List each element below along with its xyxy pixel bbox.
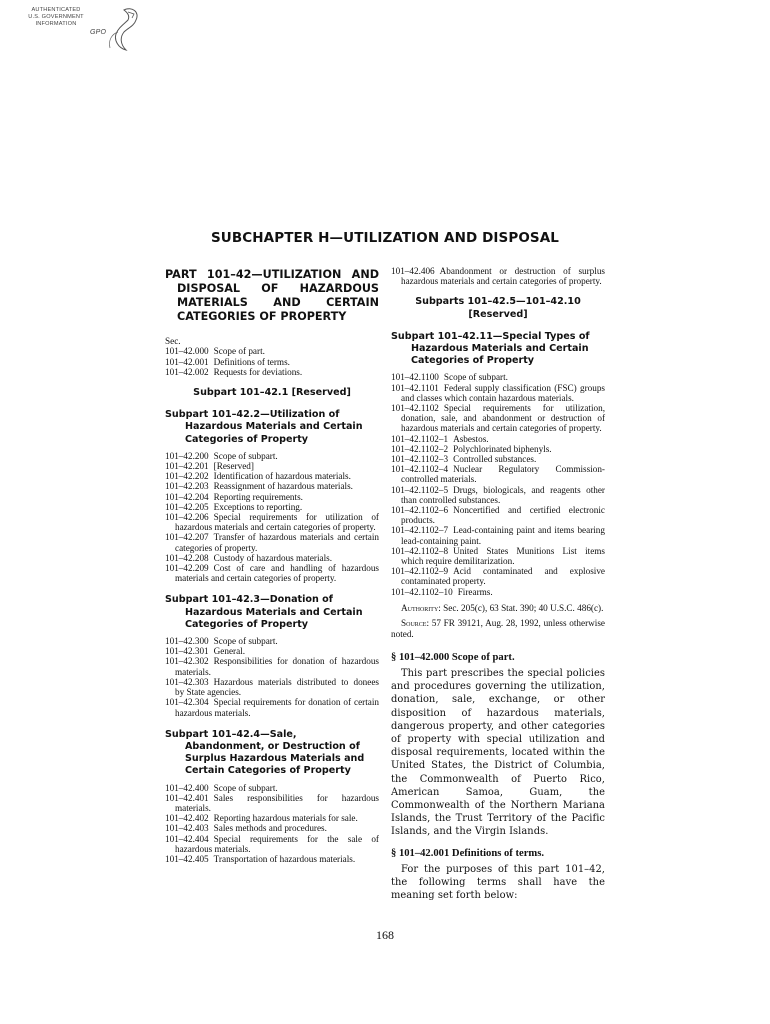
toc-entry-text: Scope of subpart. xyxy=(443,372,508,383)
toc-entry-number: 101–42.1102–2 xyxy=(391,443,449,454)
toc-entry-text: Cost of care and handling of hazardous materials and certain categories of property. xyxy=(175,563,379,584)
toc-entry xyxy=(391,546,605,566)
toc-entry-number: 101–42.1102–3 xyxy=(391,454,449,465)
toc-entry xyxy=(165,636,379,646)
seal-line-2: U.S. GOVERNMENT xyxy=(28,14,84,20)
toc-entry-number: 101–42.406 xyxy=(391,266,435,276)
toc-entry-number: 101–42.203 xyxy=(165,481,209,492)
toc-entry-number: 101–42.202 xyxy=(165,471,209,482)
toc-entry-number: 101–42.1102–5 xyxy=(391,484,449,495)
toc-entry-text: Definitions of terms. xyxy=(213,356,290,367)
toc-entry-text: Special requirements for donation of certain hazardous materials. xyxy=(175,697,379,718)
toc-entry xyxy=(165,451,379,461)
subchapter-title: SUBCHAPTER H—UTILIZATION AND DISPOSAL xyxy=(210,230,559,246)
toc-entry xyxy=(391,454,605,464)
left-column xyxy=(165,268,379,864)
toc-entry-number: 101–42.209 xyxy=(165,563,209,574)
toc-entry-text: Requests for deviations. xyxy=(213,366,303,377)
toc-entry xyxy=(165,854,379,864)
toc-entry-number: 101–42.302 xyxy=(165,656,209,667)
toc-entry xyxy=(165,357,379,367)
toc-entry-text: Special requirements for utilization of hazardous materials and certain categories of property. xyxy=(175,512,379,533)
section-001-heading: § 101–42.001 Definitions of terms. xyxy=(391,847,545,859)
toc-entry xyxy=(391,434,605,444)
toc-entry-text: Identification of hazardous materials. xyxy=(213,471,351,482)
subpart-1-heading: Subpart 101–42.1 [Reserved] xyxy=(193,387,351,399)
toc-entry-text: Scope of part. xyxy=(213,346,265,357)
toc-entry xyxy=(165,367,379,377)
subpart-11-heading: Subpart 101–42.11—Special Types of Hazardous Materials and Certain Categories of Property xyxy=(391,330,590,367)
toc-entry xyxy=(165,553,379,563)
toc-entry xyxy=(391,587,605,597)
authentication-seal xyxy=(28,4,144,56)
toc-entry-number: 101–42.002 xyxy=(165,366,209,377)
toc-intro xyxy=(165,346,379,377)
seal-line-1: AUTHENTICATED xyxy=(31,7,81,13)
toc-entry-number: 101–42.301 xyxy=(165,646,209,657)
toc-entry-number: 101–42.1102 xyxy=(391,403,439,414)
toc-subpart-4 xyxy=(165,783,379,865)
toc-entry-text: Sales responsibilities for hazardous materials. xyxy=(175,792,379,813)
toc-entry xyxy=(165,793,379,813)
right-column xyxy=(391,266,605,906)
toc-entry-text: Special requirements for the sale of hazardous materials. xyxy=(175,833,379,854)
toc-entry-text: Firearms. xyxy=(457,586,493,597)
toc-entry xyxy=(165,532,379,552)
toc-entry-number: 101–42.001 xyxy=(165,356,209,367)
toc-entry-text: Reporting hazardous materials for sale. xyxy=(213,813,358,824)
toc-entry-number: 101–42.402 xyxy=(165,813,209,824)
toc-entry-text: Drugs, biologicals, and reagents other than controlled substances. xyxy=(401,484,605,505)
toc-entry-text: Abandonment or destruction of surplus hazardous materials and certain categories of property. xyxy=(401,266,605,287)
toc-entry-text: Federal supply classification (FSC) groups and classes which contain hazardous materials. xyxy=(401,382,605,403)
toc-entry xyxy=(165,823,379,833)
toc-entry-number: 101–42.207 xyxy=(165,532,209,543)
toc-entry xyxy=(391,464,605,484)
sec-label: Sec. xyxy=(165,336,181,346)
toc-entry-number: 101–42.206 xyxy=(165,512,209,523)
toc-entry-text: Hazardous materials distributed to donees by State agencies. xyxy=(175,676,379,698)
toc-entry-text: Sales methods and procedures. xyxy=(213,823,327,834)
toc-entry xyxy=(165,512,379,532)
part-title: PART 101–42—UTILIZATION AND DISPOSAL OF HAZARDOUS MATERIALS AND CERTAIN CATEGORIES OF PROPERTY xyxy=(165,268,379,323)
toc-entry-text: Special requirements for utilization, donation, sale, and abandonment or destruction of hazardous materials and certain categories of property. xyxy=(401,403,605,434)
toc-entry-text: Scope of subpart. xyxy=(213,782,278,793)
source-text: 57 FR 39121, Aug. 28, 1992, unless otherwise noted. xyxy=(391,617,605,639)
toc-entry xyxy=(165,813,379,823)
toc-entry xyxy=(391,372,605,382)
authority-label: Authority: xyxy=(401,602,441,613)
toc-subpart-3 xyxy=(165,636,379,718)
toc-entry-text: Acid contaminated and explosive contaminated property. xyxy=(401,566,605,587)
subpart-3-heading: Subpart 101–42.3—Donation of Hazardous Materials and Certain Categories of Property xyxy=(165,594,363,630)
toc-entry-number: 101–42.403 xyxy=(165,823,209,834)
toc-subpart-4-continued xyxy=(391,266,605,286)
toc-subpart-2 xyxy=(165,451,379,584)
toc-entry-number: 101–42.1102–1 xyxy=(391,433,449,444)
toc-entry-text: United States Munitions List items which require demilitarization. xyxy=(401,545,605,567)
toc-entry-text: Asbestos. xyxy=(453,433,489,444)
toc-entry xyxy=(391,403,605,434)
toc-entry xyxy=(165,502,379,512)
toc-entry xyxy=(165,492,379,502)
toc-entry-number: 101–42.304 xyxy=(165,697,209,708)
toc-entry xyxy=(391,444,605,454)
subpart-2-heading: Subpart 101–42.2—Utilization of Hazardous Materials and Certain Categories of Property xyxy=(165,409,363,445)
toc-entry xyxy=(165,697,379,717)
toc-entry-number: 101–42.000 xyxy=(165,346,209,357)
toc-entry xyxy=(165,656,379,676)
section-001-body: For the purposes of this part 101–42, the following terms shall have the meaning set forth below: xyxy=(391,863,605,901)
toc-entry-number: 101–42.1102–10 xyxy=(391,586,453,597)
seal-line-3: INFORMATION xyxy=(35,21,77,27)
toc-entry xyxy=(391,266,605,286)
toc-entry-text: Transfer of hazardous materials and certain categories of property. xyxy=(175,532,379,553)
toc-entry-number: 101–42.400 xyxy=(165,782,209,793)
toc-entry-number: 101–42.208 xyxy=(165,552,209,563)
toc-entry xyxy=(165,481,379,491)
toc-entry xyxy=(165,834,379,854)
toc-entry-number: 101–42.300 xyxy=(165,636,209,647)
toc-entry-text: Scope of subpart. xyxy=(213,636,278,647)
toc-entry-text: Transportation of hazardous materials. xyxy=(213,853,356,864)
toc-entry-number: 101–42.200 xyxy=(165,450,209,461)
toc-entry-number: 101–42.401 xyxy=(165,792,209,803)
toc-entry xyxy=(391,383,605,403)
toc-entry-number: 101–42.404 xyxy=(165,833,209,844)
page-number: 168 xyxy=(376,928,394,942)
toc-entry-number: 101–42.1102–6 xyxy=(391,505,449,516)
toc-entry-number: 101–42.1101 xyxy=(391,382,439,393)
subpart-4-heading: Subpart 101–42.4—Sale, Abandonment, or Destruction of Surplus Hazardous Materials and Certain Categories of Property xyxy=(165,728,365,777)
toc-entry xyxy=(391,525,605,545)
toc-entry-number: 101–42.1102–7 xyxy=(391,525,449,536)
toc-entry xyxy=(165,677,379,697)
toc-entry-text: General. xyxy=(213,646,246,657)
toc-entry-text: [Reserved] xyxy=(213,461,254,472)
toc-subpart-11 xyxy=(391,372,605,596)
source-label: Source: xyxy=(401,617,429,628)
section-000-body: This part prescribes the special policies and procedures governing the utilization, donation, sale, exchange, or other disposition of hazardous materials, dangerous property, and other categories of property with special utilization and disposal requirements, located within the United States, the District of Columbia, the Commonwealth of Puerto Rico, American Samoa, Guam, the Commonwealth of the Northern Mariana Islands, the Trust Territory of the Pacific Islands, and the Virgin Islands. xyxy=(391,667,605,838)
toc-entry-number: 101–42.303 xyxy=(165,676,209,687)
toc-entry xyxy=(165,646,379,656)
seal-org: GPO xyxy=(90,29,107,36)
toc-entry-number: 101–42.201 xyxy=(165,461,209,472)
toc-entry-text: Reporting requirements. xyxy=(213,491,303,502)
toc-entry xyxy=(165,461,379,471)
toc-entry-number: 101–42.204 xyxy=(165,491,209,502)
toc-entry-text: Exceptions to reporting. xyxy=(213,501,303,512)
toc-entry-number: 101–42.1102–4 xyxy=(391,464,449,475)
toc-entry xyxy=(165,563,379,583)
toc-entry-text: Custody of hazardous materials. xyxy=(213,552,333,563)
toc-entry-number: 101–42.1102–8 xyxy=(391,545,449,556)
toc-entry-text: Lead-containing paint and items bearing lead-containing paint. xyxy=(401,525,605,546)
toc-entry-number: 101–42.1100 xyxy=(391,372,439,383)
toc-entry xyxy=(165,471,379,481)
toc-entry xyxy=(391,485,605,505)
toc-entry-text: Controlled substances. xyxy=(453,454,537,465)
toc-entry xyxy=(391,505,605,525)
toc-entry-text: Nuclear Regulatory Commission-controlled materials. xyxy=(401,464,605,485)
authority-text: Sec. 205(c), 63 Stat. 390; 40 U.S.C. 486(c). xyxy=(443,602,604,613)
toc-entry xyxy=(165,783,379,793)
toc-entry-text: Reassignment of hazardous materials. xyxy=(213,481,353,492)
toc-entry xyxy=(165,346,379,356)
toc-entry-number: 101–42.1102–9 xyxy=(391,566,449,577)
toc-entry-number: 101–42.205 xyxy=(165,501,209,512)
authority-note xyxy=(391,603,605,614)
toc-entry-text: Polychlorinated biphenyls. xyxy=(453,443,552,454)
toc-entry xyxy=(391,566,605,586)
subparts-reserved-heading: Subparts 101–42.5—101–42.10 [Reserved] xyxy=(415,296,581,320)
toc-entry-text: Responsibilities for donation of hazardous materials. xyxy=(175,656,379,677)
toc-entry-text: Noncertified and certified electronic products. xyxy=(401,505,605,526)
source-note xyxy=(391,618,605,640)
toc-entry-text: Scope of subpart. xyxy=(213,450,278,461)
section-000-heading: § 101–42.000 Scope of part. xyxy=(391,651,515,663)
toc-entry-number: 101–42.405 xyxy=(165,853,209,864)
